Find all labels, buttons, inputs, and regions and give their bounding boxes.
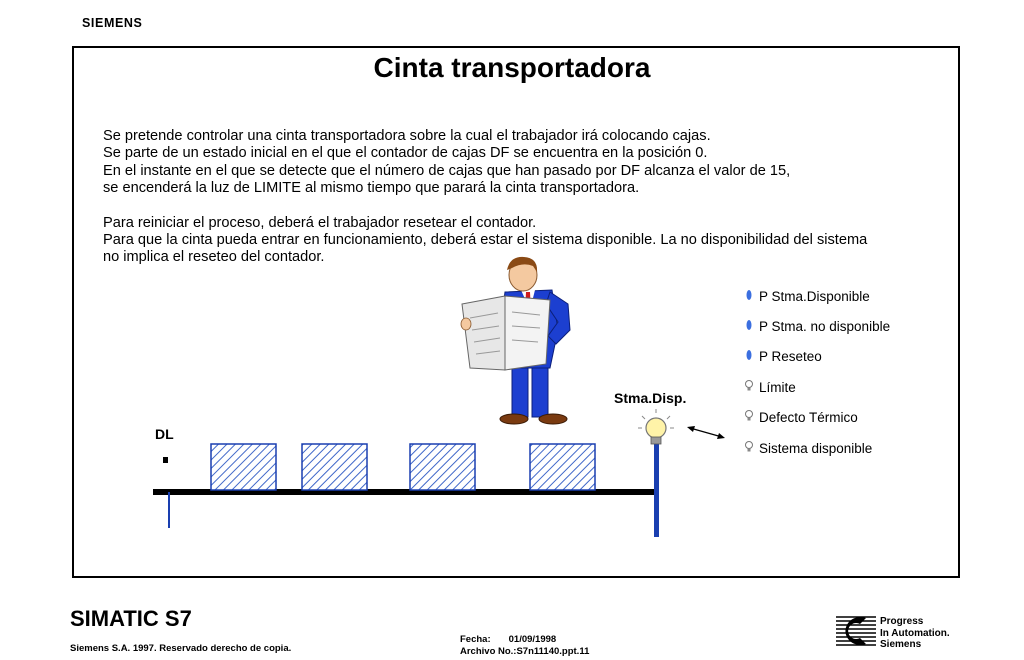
date-label: Fecha: xyxy=(460,634,491,645)
legend-item xyxy=(744,377,944,397)
box xyxy=(302,444,367,490)
tagline-line: In Automation. xyxy=(880,627,950,639)
siemens-brand: SIEMENS xyxy=(82,16,143,30)
worker-illustration xyxy=(461,257,570,424)
box xyxy=(410,444,475,490)
sensor-head xyxy=(163,457,168,463)
date-line xyxy=(460,634,556,645)
box xyxy=(211,444,276,490)
legend-label: Sistema disponible xyxy=(759,441,873,456)
legend-label: P Stma. no disponible xyxy=(759,319,891,334)
tagline-line: Siemens xyxy=(880,639,922,650)
lamp-icon xyxy=(744,378,756,394)
pushbutton-icon xyxy=(744,287,756,303)
legend-item xyxy=(744,407,944,427)
tagline xyxy=(880,616,950,651)
text-line: Para reiniciar el proceso, deberá el trabajador resetear el contador. xyxy=(103,214,537,231)
text-line: no implica el reseteo del contador. xyxy=(103,249,325,266)
legend-item xyxy=(744,286,944,306)
legend-label: Límite xyxy=(759,380,796,395)
text-line: se encenderá la luz de LIMITE al mismo tiempo que parará la cinta transportadora. xyxy=(103,180,640,197)
tagline-line: Progress xyxy=(880,616,924,627)
pushbutton-icon xyxy=(744,317,756,333)
lamp-icon xyxy=(744,408,756,424)
double-arrow-icon xyxy=(687,426,725,439)
pushbutton-icon xyxy=(744,347,756,363)
date-value: 01/09/1998 xyxy=(508,634,557,645)
sensor-label: DL xyxy=(155,426,174,442)
siemens-logo-icon xyxy=(836,614,876,648)
legend-item xyxy=(744,438,944,458)
text-line: Se pretende controlar una cinta transportadora sobre la cual el trabajador irá colocando cajas. xyxy=(103,128,711,144)
slide-title: Cinta transportadora xyxy=(373,52,651,83)
lamp-label: Stma.Disp. xyxy=(614,390,687,406)
legend-label: P Stma.Disponible xyxy=(759,289,870,304)
lamp-bulb-icon xyxy=(638,409,674,444)
lamp-icon xyxy=(744,439,756,455)
box xyxy=(530,444,595,490)
text-line: Para que la cinta pueda entrar en funcionamiento, deberá estar el sistema disponible. La no disponibilidad del sistema xyxy=(103,232,868,249)
text-line: Se parte de un estado inicial en el que el contador de cajas DF se encuentra en la posición 0. xyxy=(103,145,708,162)
product-name: SIMATIC S7 xyxy=(70,606,192,631)
copyright: Siemens S.A. 1997. Reservado derecho de copia. xyxy=(70,643,292,654)
file-number: Archivo No.:S7n11140.ppt.11 xyxy=(460,646,590,657)
text-line: En el instante en el que se detecte que el número de cajas que han pasado por DF alcanza el valor de 15, xyxy=(103,162,791,179)
legend-label: Defecto Térmico xyxy=(759,410,858,425)
legend-label: P Reseteo xyxy=(759,349,822,364)
lamp-post xyxy=(654,443,659,537)
legend-item xyxy=(744,316,944,336)
legend-item xyxy=(744,346,944,366)
